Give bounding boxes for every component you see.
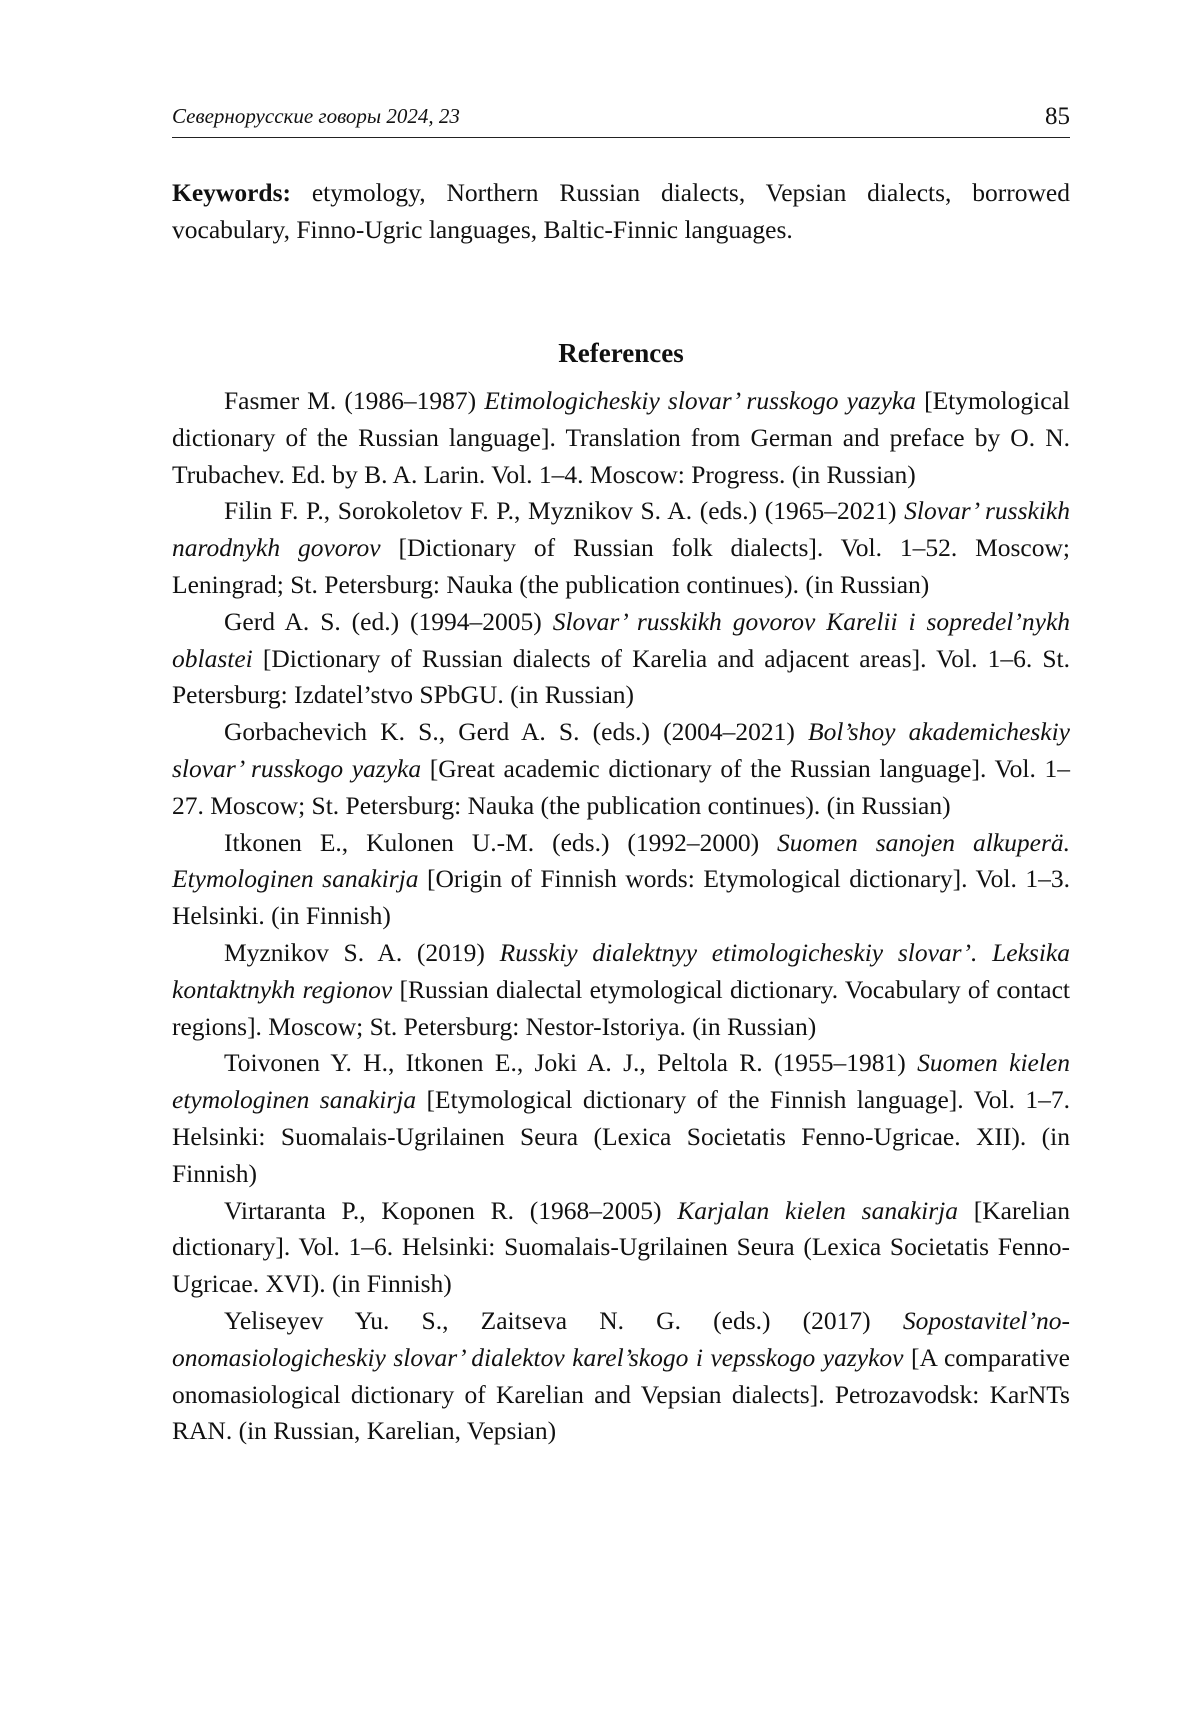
reference-item xyxy=(172,1193,1070,1303)
reference-item xyxy=(172,383,1070,493)
ref-title: Suomen sanojen alkuperä. Etymologinen sanakirja xyxy=(172,827,1070,894)
reference-item xyxy=(172,825,1070,935)
running-head xyxy=(172,104,1070,138)
ref-details: [Dictionary of Russian folk dialects]. Vol. 1–52. Moscow; Leningrad; St. Petersburg: Nauka (the publication continues). (in Russian) xyxy=(172,533,1070,599)
ref-title: Etimologicheskiy slovar’ russkogo yazyka xyxy=(484,386,916,415)
ref-authors: Gorbachevich K. S., Gerd A. S. (eds.) (2004–2021) xyxy=(224,717,809,747)
ref-title: Russkiy dialektnyy etimologicheskiy slovar’. Leksika kontaktnykh regionov xyxy=(172,937,1071,1004)
ref-title: Karjalan kielen sanakirja xyxy=(677,1195,958,1225)
journal-title: Севернорусские говоры 2024, 23 xyxy=(172,104,460,128)
ref-details: [Russian dialectal etymological dictionary. Vocabulary of contact regions]. Moscow; St. Petersburg: Nestor-Istoriya. (in Russian) xyxy=(172,974,1071,1041)
references-list xyxy=(172,383,1070,1450)
reference-item xyxy=(172,1045,1070,1192)
ref-details: [A comparative onomasiological dictionary of Karelian and Vepsian dialects]. Petrozavodsk: KarNTs RAN. (in Russian, Karelian, Vepsian) xyxy=(172,1342,1070,1446)
ref-authors: Virtaranta P., Koponen R. (1968–2005) xyxy=(224,1195,678,1225)
ref-authors: Gerd A. S. (ed.) (1994–2005) xyxy=(224,606,553,636)
ref-authors: Yeliseyev Yu. S., Zaitseva N. G. (eds.) (2017) xyxy=(224,1305,903,1335)
ref-details: [Origin of Finnish words: Etymological dictionary]. Vol. 1–3. Helsinki. (in Finnish) xyxy=(172,864,1070,931)
reference-item xyxy=(172,1303,1070,1450)
keywords-label: Keywords: xyxy=(172,178,291,207)
ref-details: [Dictionary of Russian dialects of Karelia and adjacent areas]. Vol. 1–6. St. Petersburg: Izdatel’stvo SPbGU. (in Russian) xyxy=(172,643,1070,710)
ref-title: Bol’shoy akademicheskiy slovar’ russkogo yazyka xyxy=(172,717,1070,783)
keywords-paragraph xyxy=(172,174,1070,248)
references-heading: References xyxy=(558,338,684,368)
ref-details: [Etymological dictionary of the Finnish language]. Vol. 1–7. Helsinki: Suomalais-Ugrilainen Seura (Lexica Societatis Fenno-Ugricae. XII). (in Finnish) xyxy=(172,1085,1070,1188)
ref-authors: Itkonen E., Kulonen U.-M. (eds.) (1992–2000) xyxy=(224,827,778,857)
page-number: 85 xyxy=(1045,103,1070,130)
reference-item xyxy=(172,493,1070,603)
reference-item xyxy=(172,714,1070,824)
ref-authors: Toivonen Y. H., Itkonen E., Joki A. J., Peltola R. (1955–1981) xyxy=(224,1048,918,1078)
ref-authors: Fasmer M. (1986–1987) xyxy=(224,386,485,415)
reference-item xyxy=(172,604,1070,714)
ref-title: Slovar’ russkikh narodnykh govorov xyxy=(172,496,1070,563)
ref-title: Slovar’ russkikh govorov Karelii i sopredel’nykh oblastei xyxy=(172,606,1071,673)
ref-authors: Myznikov S. A. (2019) xyxy=(224,937,500,967)
ref-authors: Filin F. P., Sorokoletov F. P., Myznikov S. A. (eds.) (1965–2021) xyxy=(224,496,905,526)
ref-details: [Etymological dictionary of the Russian language]. Translation from German and preface by O. N. Trubachev. Ed. by B. A. Larin. Vol. 1–4. Moscow: Progress. (in Russian) xyxy=(172,386,1070,489)
page xyxy=(172,104,1070,1450)
ref-title: Sopostavitel’no-onomasiologicheskiy slovar’ dialektov karel’skogo i vepsskogo yazykov xyxy=(172,1305,1070,1372)
keywords-text: etymology, Northern Russian dialects, Vepsian dialects, borrowed vocabulary, Finno-Ugric languages, Baltic-Finnic languages. xyxy=(172,178,1070,244)
ref-title: Suomen kielen etymologinen sanakirja xyxy=(172,1048,1071,1115)
ref-details: [Karelian dictionary]. Vol. 1–6. Helsinki: Suomalais-Ugrilainen Seura (Lexica Societatis Fenno-Ugricae. XVI). (in Finnish) xyxy=(172,1195,1070,1299)
reference-item xyxy=(172,935,1070,1045)
ref-details: [Great academic dictionary of the Russian language]. Vol. 1–27. Moscow; St. Petersburg: Nauka (the publication continues). (in Russian) xyxy=(172,753,1070,820)
